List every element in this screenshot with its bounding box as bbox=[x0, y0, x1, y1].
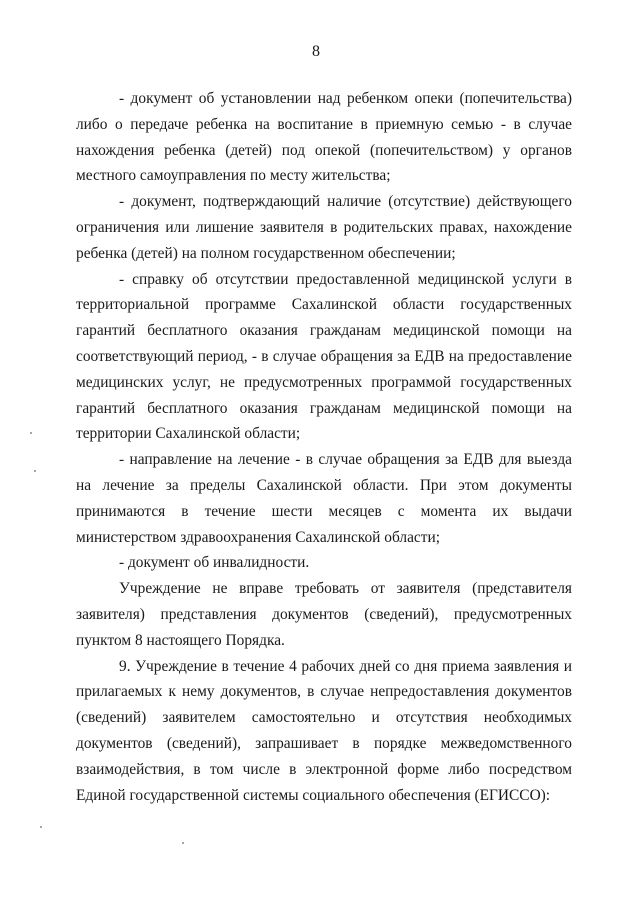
paragraph-medical-service-certificate: - справку об отсутствии предоставленной медицинской услуги в территориальной программе Сахалинской области государственных гарантий бесплатного оказания гражданам медицинской помощи на соответствующий период, - в случае обращения за ЕДВ на предоставление медицинских услуг, не предусмотренных программой государственных гарантий бесплатного оказания гражданам медицинской помощи на территории Сахалинской области; bbox=[76, 270, 572, 443]
document-body bbox=[76, 86, 572, 808]
paragraph-disability-document: - документ об инвалидности. bbox=[119, 554, 310, 572]
paragraph-treatment-referral: - направление на лечение - в случае обращения за ЕДВ для выезда на лечение за пределы Сахалинской области. При этом документы принимаются в течение шести месяцев с момента их выдачи министерством здравоохранения Сахалинской области; bbox=[76, 451, 572, 546]
paragraph-institution-restriction: Учреждение не вправе требовать от заявителя (представителя заявителя) представления документов (сведений), предусмотренных пунктом 8 настоящего Порядка. bbox=[76, 580, 572, 649]
scan-speck bbox=[182, 842, 184, 844]
paragraph-guardianship-document: - документ об установлении над ребенком опеки (попечительства) либо о передаче ребенка на воспитание в приемную семью - в случае нахождения ребенка (детей) под опекой (попечительством) у органов местного самоуправления по месту жительства; bbox=[76, 90, 572, 185]
paragraph-parental-rights-document: - документ, подтверждающий наличие (отсутствие) действующего ограничения или лишение заявителя в родительских правах, нахождение ребенка (детей) на полном государственном обеспечении; bbox=[76, 193, 572, 262]
scan-speck bbox=[40, 826, 42, 828]
scan-speck bbox=[34, 470, 36, 472]
paragraph-item-9: 9. Учреждение в течение 4 рабочих дней со дня приема заявления и прилагаемых к нему документов, в случае непредоставления документов (сведений) заявителем самостоятельно и отсутствия необходимых документов (сведений), запрашивает в порядке межведомственного взаимодействия, в том числе в электронной форме либо посредством Единой государственной системы социального обеспечения (ЕГИССО): bbox=[76, 657, 572, 804]
page-number: 8 bbox=[312, 43, 320, 60]
scan-speck bbox=[30, 432, 32, 434]
